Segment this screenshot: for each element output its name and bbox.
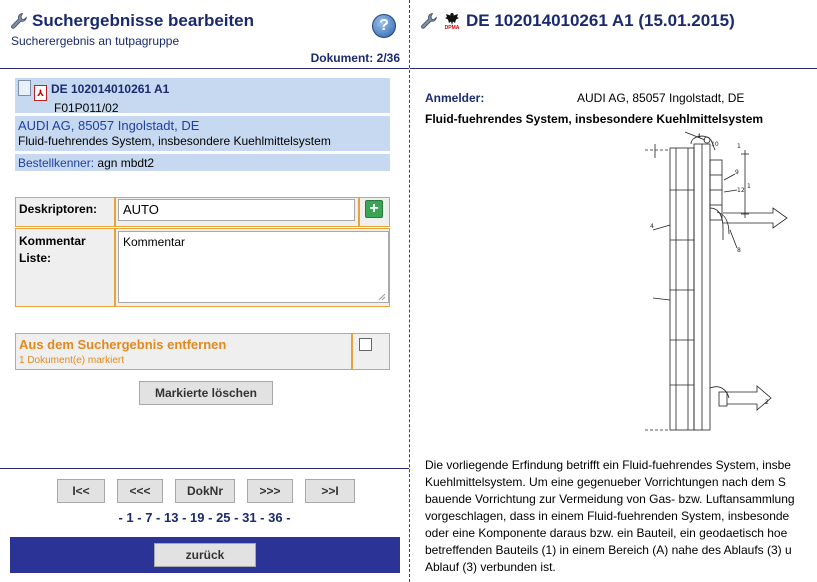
abstract-line: bauende Vorrichtung zur Vermeidung von Gas- bzw. Luftansammlung <box>425 492 795 506</box>
svg-text:10: 10 <box>711 141 719 148</box>
remove-checkbox[interactable] <box>359 338 372 351</box>
svg-text:4: 4 <box>650 223 654 230</box>
record-details-box <box>15 116 390 151</box>
descriptors-label: Deskriptoren: <box>19 202 98 216</box>
svg-text:4: 4 <box>697 133 701 140</box>
abstract-line: Ablauf (3) verbunden ist. <box>425 560 556 574</box>
pdf-icon[interactable]: ⅄ <box>34 85 47 101</box>
next-document-button[interactable]: >>> <box>247 479 293 503</box>
order-key-label: Bestellkenner: <box>18 156 95 170</box>
comment-textarea[interactable]: Kommentar <box>118 231 389 303</box>
header-divider <box>0 68 409 69</box>
delete-marked-button[interactable]: Markierte löschen <box>139 381 273 405</box>
svg-text:1: 1 <box>737 143 741 150</box>
abstract-text <box>425 457 817 576</box>
abstract-line: Kuehlmittelsystem. Um eine gegenueber Vorrichtungen nach dem S <box>425 475 786 489</box>
help-icon[interactable]: ? <box>372 14 396 38</box>
abstract-line: oder eine Komponente daraus bzw. ein Bauteil, ein geodaetisch hoe <box>425 526 788 540</box>
svg-text:8: 8 <box>737 247 741 254</box>
patent-drawing <box>645 130 817 435</box>
previous-document-button[interactable]: <<< <box>117 479 163 503</box>
page-link[interactable]: 19 <box>190 510 205 525</box>
document-icon[interactable] <box>18 80 31 96</box>
abstract-line: Die vorliegende Erfindung betrifft ein Fluid-fuehrendes System, insbe <box>425 458 791 472</box>
preview-title-row <box>420 11 735 31</box>
record-id-box <box>15 78 390 113</box>
preview-title: DE 102014010261 A1 (15.01.2015) <box>466 11 735 30</box>
order-key-box <box>15 154 390 171</box>
page-link[interactable]: 1 <box>126 510 134 525</box>
applicant-value: AUDI AG, 85057 Ingolstadt, DE <box>577 91 745 105</box>
footer-divider <box>0 468 409 469</box>
document-counter-value: 2/36 <box>376 51 400 65</box>
page-link[interactable]: 7 <box>145 510 153 525</box>
svg-text:9: 9 <box>735 169 739 176</box>
svg-text:12: 12 <box>737 187 745 194</box>
comment-label: Kommentar Liste: <box>19 234 86 265</box>
page-links: - 1 - 7 - 13 - 19 - 25 - 31 - 36 - <box>118 510 291 525</box>
record-ipc-class: F01P011/02 <box>54 101 119 115</box>
abstract-line: vorgeschlagen, dass in einem Fluid-fuehrenden System, insbesonde <box>425 509 790 523</box>
document-preview-panel <box>410 0 817 582</box>
order-key-value: agn mbdt2 <box>97 156 155 170</box>
page-link[interactable]: 36 <box>268 510 283 525</box>
page-link[interactable]: 13 <box>164 510 179 525</box>
document-counter-label: Dokument: <box>310 51 374 65</box>
document-number-button[interactable]: DokNr <box>175 479 235 503</box>
eagle-icon <box>444 12 460 26</box>
record-title: Fluid-fuehrendes System, insbesondere Kuehlmittelsystem <box>18 134 331 148</box>
page-subtitle: Sucherergebnis an tutpagruppe <box>11 34 180 48</box>
record-pub-number: DE 102014010261 A1 <box>51 82 170 96</box>
descriptors-label-cell <box>15 197 115 227</box>
svg-text:1: 1 <box>747 183 751 190</box>
wrench-icon <box>10 12 28 30</box>
marked-count-info: 1 Dokument(e) markiert <box>19 355 125 366</box>
document-counter <box>311 51 400 65</box>
remove-from-results-label: Aus dem Suchergebnis entfernen <box>19 337 227 352</box>
page-link[interactable]: 31 <box>242 510 257 525</box>
descriptors-input[interactable]: AUTO <box>118 199 355 221</box>
last-document-button[interactable]: >>I <box>305 479 355 503</box>
page-link[interactable]: 25 <box>216 510 231 525</box>
abstract-line: betreffenden Bauteils (1) in einem Bereich (A) nahe des Ablaufs (3) u <box>425 543 792 557</box>
resize-grip-icon[interactable] <box>377 292 386 301</box>
page-title-row <box>10 11 254 31</box>
svg-text:2: 2 <box>765 399 769 406</box>
record-applicant-link[interactable]: AUDI AG, 85057 Ingolstadt, DE <box>18 118 200 133</box>
patent-office-logo-text: DPMA <box>444 24 460 31</box>
wrench-icon <box>420 12 438 30</box>
preview-header-divider <box>410 68 817 69</box>
back-button[interactable]: zurück <box>154 543 256 567</box>
patent-office-logo <box>443 12 461 31</box>
comment-label-cell <box>15 228 115 307</box>
document-title: Fluid-fuehrendes System, insbesondere Kuehlmittelsystem <box>425 112 764 126</box>
page-title: Suchergebnisse bearbeiten <box>32 11 255 30</box>
applicant-label: Anmelder: <box>425 91 485 105</box>
first-document-button[interactable]: I<< <box>57 479 105 503</box>
add-descriptor-button[interactable]: + <box>365 200 383 218</box>
remove-from-results-cell <box>15 333 352 370</box>
